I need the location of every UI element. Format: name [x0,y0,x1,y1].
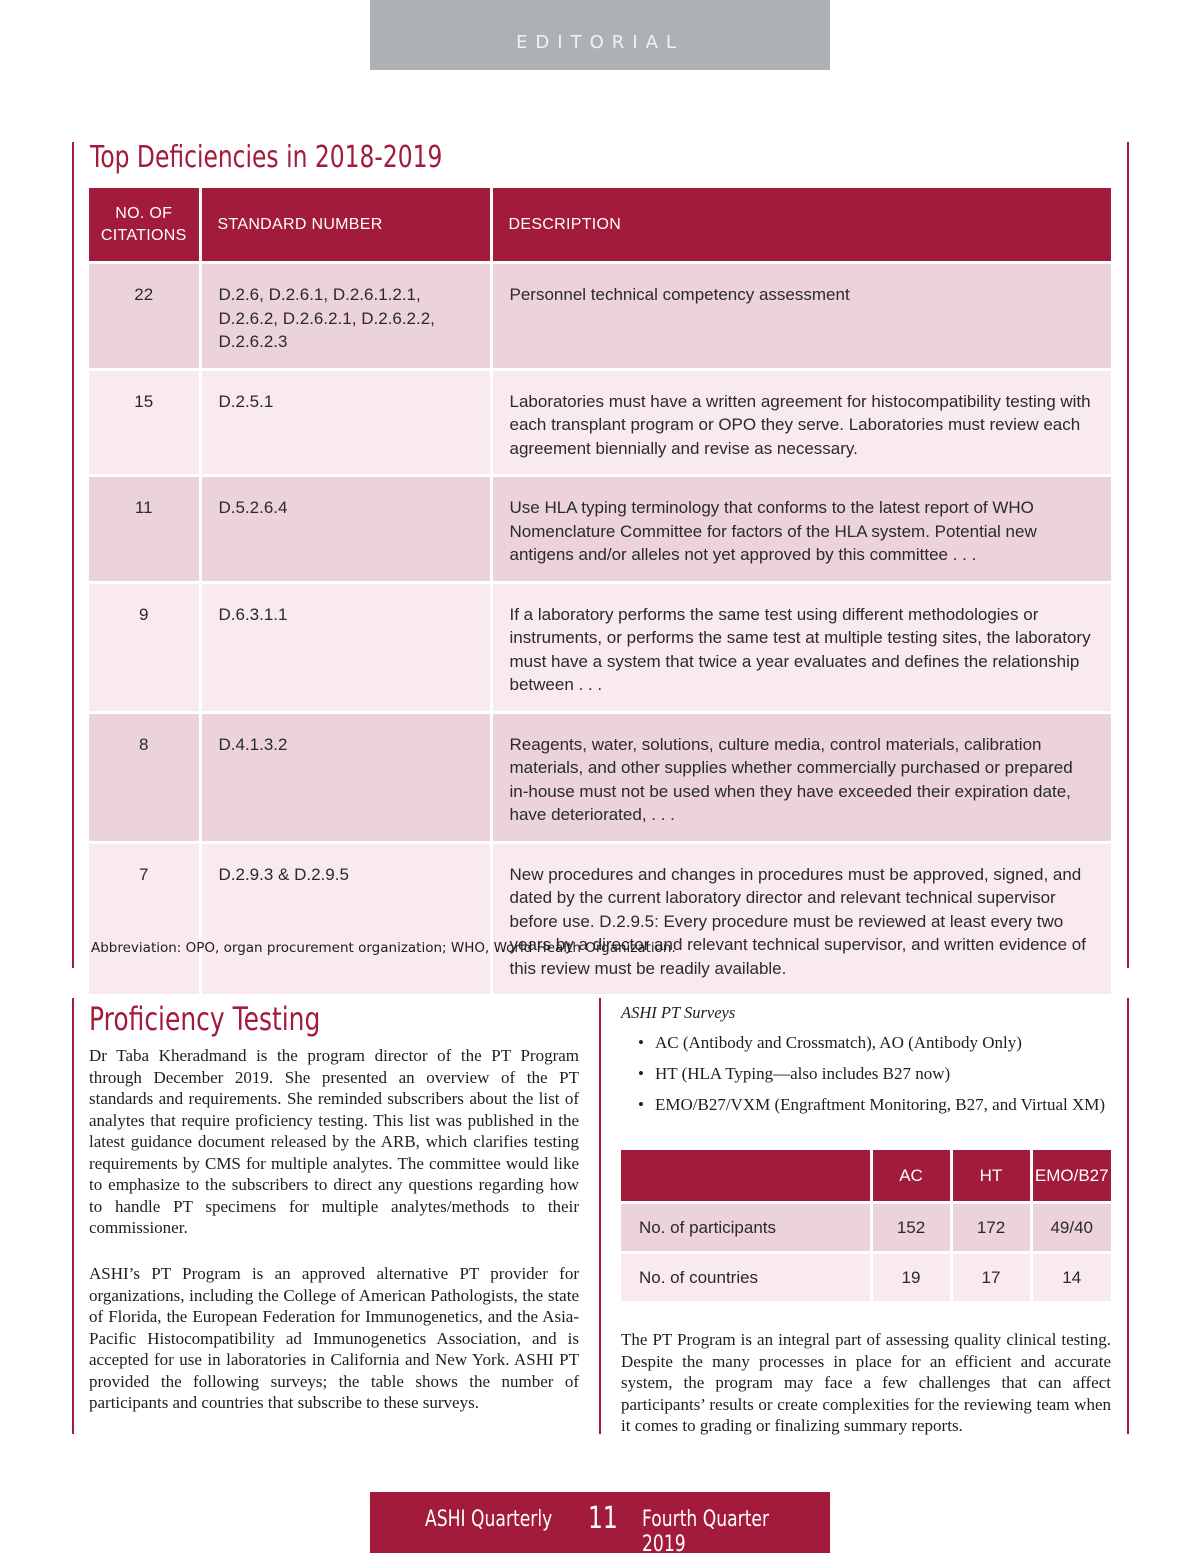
list-item: • EMO/B27/VXM (Engraftment Monitoring, B27, and Virtual XM) [638,1094,1111,1115]
table-row [621,1253,1111,1302]
emo-cell: 49/40 [1031,1203,1111,1253]
citations-cell: 9 [89,582,200,712]
row-label: No. of countries [621,1253,871,1302]
citations-cell: 11 [89,476,200,583]
column-header-description: DESCRIPTION [491,188,1111,263]
description-cell: Personnel technical competency assessment [491,263,1111,370]
ht-cell: 17 [951,1253,1031,1302]
table-row [89,712,1111,842]
column-header-citations: NO. OF CITATIONS [89,188,200,263]
column-header-emo: EMO/B27 [1031,1150,1111,1203]
column-header-ht: HT [951,1150,1031,1203]
row-label: No. of participants [621,1203,871,1253]
standard-cell: D.5.2.6.4 [200,476,491,583]
table-row [89,263,1111,370]
description-cell: Reagents, water, solutions, culture media, control materials, calibration materials, and other supplies whether commercially purchased or prepared in-house must not be used when they have exceeded their expiration date, have deteriorated, . . . [491,712,1111,842]
standard-cell: D.2.6, D.2.6.1, D.2.6.1.2.1, D.2.6.2, D.2.6.2.1, D.2.6.2.2, D.2.6.2.3 [200,263,491,370]
proficiency-title: Proficiency Testing [89,1000,321,1038]
right-divider-top [1127,142,1129,968]
left-divider-top [72,142,74,968]
body-paragraph: Dr Taba Kheradmand is the program director of the PT Program through December 2019. She presented an overview of the PT standards and requirements. She reminded subscribers about the list of analytes that require proficiency testing. This list was published in the latest guidance document released by the ARB, which clarifies testing requirements by CMS for multiple analytes. The committee would like to emphasize to the subscribers to direct any questions regarding how to handle PT specimens for multiple analytes/methods to their commissioner. [89,1046,579,1237]
abbreviation-note: Abbreviation: OPO, organ procurement organization; WHO, World Health Organization. [91,940,676,956]
issue-label: Fourth Quarter 2019 [642,1507,770,1557]
list-item: • HT (HLA Typing—also includes B27 now) [638,1063,1111,1084]
pt-participants-table [621,1150,1111,1301]
description-cell: Use HLA typing terminology that conforms to the latest report of WHO Nomenclature Committee for factors of the HLA system. Potential new antigens and/or alleles not yet approved by this committee . . . [491,476,1111,583]
column-header-ac: AC [871,1150,951,1203]
citations-cell: 22 [89,263,200,370]
table-row [621,1203,1111,1253]
body-paragraph: ASHI’s PT Program is an approved alternative PT provider for organizations, including the College of American Pathologists, the state of Florida, the European Federation for Immunogenetics, and the Asia-Pacific Histocompatibility ad Immunogenetics Association, and is accepted for use in laboratories in California and New York. ASHI PT provided the following surveys; the table shows the number of participants and countries that subscribe to these surveys. [89,1264,579,1412]
table-row [89,476,1111,583]
description-cell: If a laboratory performs the same test using different methodologies or instruments, or performs the same test at multiple testing sites, the laboratory must have a system that twice a year evaluates and defines the relationship between . . . [491,582,1111,712]
standard-cell: D.6.3.1.1 [200,582,491,712]
right-divider-bottom [1127,998,1129,1434]
table-row [89,369,1111,476]
table-row [89,582,1111,712]
table-header-row [89,188,1111,263]
ac-cell: 152 [871,1203,951,1253]
center-divider [599,998,601,1434]
citations-cell: 8 [89,712,200,842]
left-divider-bottom [72,998,74,1434]
column-header-blank [621,1150,871,1203]
standard-cell: D.2.5.1 [200,369,491,476]
citations-cell: 7 [89,842,200,994]
column-header-standard: STANDARD NUMBER [200,188,491,263]
ht-cell: 172 [951,1203,1031,1253]
description-cell: New procedures and changes in procedures must be approved, signed, and dated by the current laboratory director and relevant technical supervisor before use. D.2.9.5: Every procedure must be reviewed at least every two years by a director and relevant technical supervisor, and written evidence of this review must be readily available. [491,842,1111,994]
surveys-list [638,1032,1111,1125]
table-row [89,842,1111,994]
citations-cell: 15 [89,369,200,476]
ac-cell: 19 [871,1253,951,1302]
standard-cell: D.2.9.3 & D.2.9.5 [200,842,491,994]
standard-cell: D.4.1.3.2 [200,712,491,842]
body-paragraph: The PT Program is an integral part of assessing quality clinical testing. Despite the many processes in place for an efficient and accurate system, the program may face a few challenges that can affect participants’ results or create complexities for the reviewing team when it comes to grading or finalizing summary reports. [621,1330,1111,1435]
page-footer [370,1492,830,1557]
list-item: • AC (Antibody and Crossmatch), AO (Antibody Only) [638,1032,1111,1053]
table-header-row [621,1150,1111,1203]
deficiencies-title: Top Deficiencies in 2018-2019 [90,140,443,175]
emo-cell: 14 [1031,1253,1111,1302]
section-label: EDITORIAL [370,0,830,70]
page-number: 11 [588,1501,618,1536]
journal-name: ASHI Quarterly [425,1507,553,1532]
description-cell: Laboratories must have a written agreement for histocompatibility testing with each transplant program or OPO they serve. Laboratories must review each agreement biennially and revise as necessary. [491,369,1111,476]
deficiencies-table [89,188,1111,994]
surveys-title: ASHI PT Surveys [621,1003,736,1022]
